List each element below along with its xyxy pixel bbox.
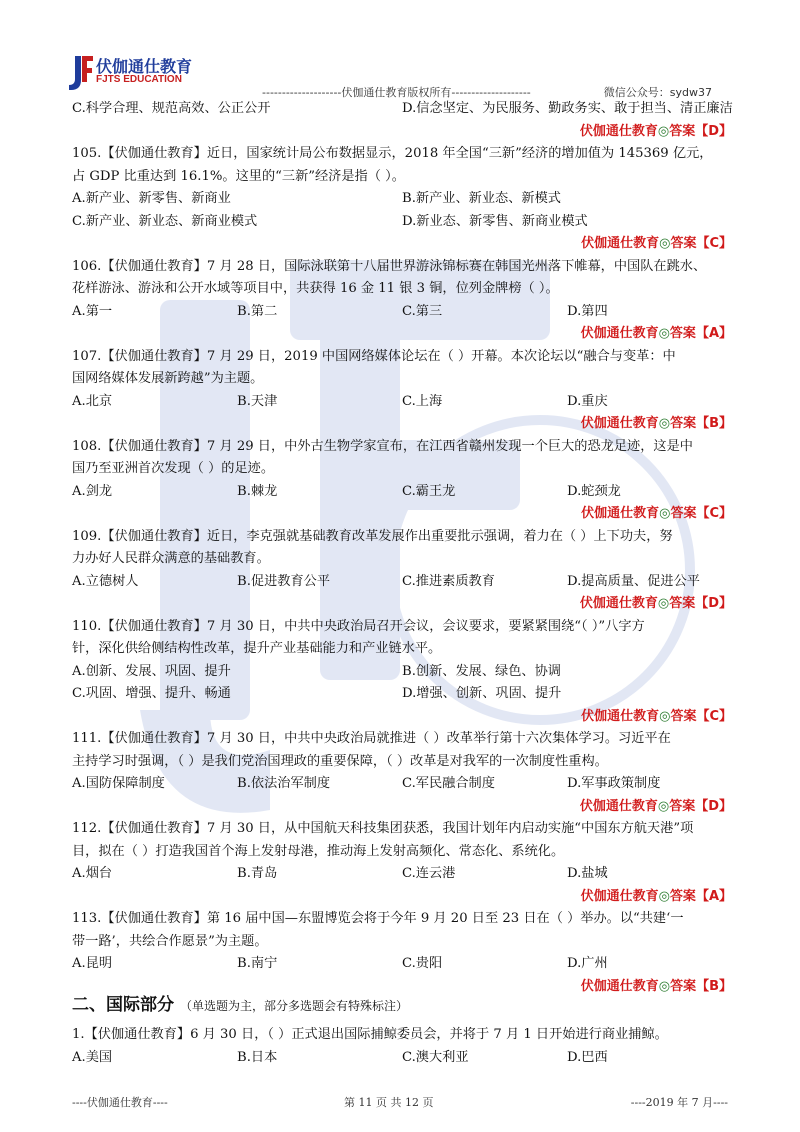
answer-mark-icon: ◎: [659, 708, 671, 724]
option: C.澳大利亚: [402, 1049, 469, 1065]
question-113: [72, 908, 732, 998]
question-text: 国网络媒体发展新跨越”为主题。: [72, 371, 264, 386]
answer-word: 答案: [669, 888, 696, 904]
answer-mark-icon: ◎: [658, 416, 671, 431]
option: C.推进素质教育: [402, 573, 495, 589]
answer-mark-icon: ◎: [657, 798, 670, 814]
wechat-id: 微信公众号：sydw37: [603, 86, 712, 99]
question-110: [72, 616, 732, 729]
answer-line: [72, 413, 732, 436]
option: D.盐城: [567, 866, 608, 881]
answer-key: 【C】: [696, 506, 732, 521]
question-text: 107.【伏伽通仕教育】7 月 29 日，2019 中国网络媒体论坛在（ ）开幕。本次论坛以“融合与变革：中: [72, 348, 676, 364]
question-text: 力办好人民群众满意的基础教育。: [72, 551, 270, 566]
answer-brand: 伏伽通仕教育: [580, 888, 659, 904]
question-text: 108.【伏伽通仕教育】7 月 29 日，中外古生物学家宣布，在江西省赣州发现一个巨大的恐龙足迹，这是中: [72, 438, 693, 454]
answer-brand: 伏伽通仕教育: [579, 123, 658, 139]
option: B.新产业、新业态、新模式: [402, 191, 561, 206]
option: A.剑龙: [72, 483, 113, 499]
option: B.第二: [237, 303, 278, 319]
option: C.第三: [402, 303, 443, 319]
answer-brand: 伏伽通仕教育: [580, 978, 659, 994]
international-question-1: [72, 1024, 732, 1069]
question-text: 主持学习时强调，（ ）是我们党治国理政的重要保障，（ ）改革是对我军的一次制度性重构。: [72, 753, 608, 769]
answer-brand: 伏伽通仕教育: [580, 416, 659, 431]
option: B.促进教育公平: [237, 573, 331, 589]
answer-key: 【A】: [695, 888, 732, 904]
option: A.新产业、新零售、新商业: [72, 191, 231, 206]
option: A.立德树人: [72, 573, 139, 589]
answer-word: 答案: [670, 416, 697, 431]
answer-line: [72, 706, 732, 729]
question-text: 110.【伏伽通仕教育】7 月 30 日，中共中央政治局召开会议，会议要求，要紧紧围绕“（ ）”八字方: [72, 618, 645, 634]
option: A.北京: [72, 393, 113, 409]
answer-line: [72, 323, 732, 346]
answer-key: 【D】: [695, 123, 732, 139]
answer-word: 答案: [670, 506, 697, 521]
option: C.科学合理、规范高效、公正公开: [72, 101, 271, 116]
answer-line: [72, 233, 732, 256]
option: A.创新、发展、巩固、提升: [72, 663, 231, 679]
question-text: 1.【伏伽通仕教育】6 月 30 日，（ ）正式退出国际捕鲸委员会，并将于 7 月 1 日开始进行商业捕鲸。: [72, 1027, 668, 1042]
option: B.天津: [237, 393, 278, 409]
answer-word: 答案: [670, 236, 697, 251]
option-row: [72, 683, 732, 706]
question-text: 国乃至亚洲首次发现（ ）的足迹。: [72, 461, 275, 476]
answer-key: 【A】: [695, 326, 732, 341]
option: D.信念坚定、为民服务、勤政务实、敢于担当、清正廉洁: [402, 101, 733, 116]
footer-brand: ----伏伽通仕教育----: [72, 1096, 168, 1109]
question-text: 105.【伏伽通仕教育】近日，国家统计局公布数据显示，2018 年全国“三新”经济的增加值为 145369 亿元，: [72, 146, 713, 161]
question-list: [72, 98, 732, 998]
answer-key: 【C】: [696, 708, 732, 724]
option-row: [72, 953, 732, 976]
answer-mark-icon: ◎: [658, 326, 670, 341]
answer-line: [72, 886, 732, 909]
brand-logo: [66, 52, 216, 92]
option: D.提高质量、促进公平: [567, 573, 700, 589]
question-106: [72, 256, 732, 346]
answer-mark-icon: ◎: [658, 888, 670, 904]
option: B.南宁: [237, 956, 278, 971]
question-text: 占 GDP 比重达到 16.1%。这里的“三新”经济是指（ ）。: [72, 168, 405, 184]
option: C.连云港: [402, 866, 456, 881]
option: C.巩固、增强、提升、畅通: [72, 686, 231, 701]
question-text: 针，深化供给侧结构性改革，提升产业基础能力和产业链水平。: [72, 641, 442, 656]
option: B.创新、发展、绿色、协调: [402, 663, 561, 679]
answer-word: 答案: [669, 596, 696, 611]
answer-line: [72, 121, 732, 144]
answer-word: 答案: [669, 798, 696, 814]
option: C.新产业、新业态、新商业模式: [72, 213, 258, 229]
answer-brand: 伏伽通仕教育: [580, 326, 659, 341]
option-row: [72, 863, 732, 886]
option: D.新业态、新零售、新商业模式: [402, 213, 588, 229]
question-text: 带一路’，共绘合作愿景”为主题。: [72, 933, 268, 949]
answer-mark-icon: ◎: [659, 506, 671, 521]
answer-word: 答案: [669, 326, 696, 341]
option: C.霸王龙: [402, 483, 456, 499]
answer-mark-icon: ◎: [657, 123, 670, 139]
answer-mark-icon: ◎: [658, 978, 671, 994]
option: B.青岛: [237, 866, 278, 881]
option-row: [72, 391, 732, 414]
answer-brand: 伏伽通仕教育: [581, 236, 660, 251]
option-row: [72, 1047, 732, 1070]
question-text: 111.【伏伽通仕教育】7 月 30 日，中共中央政治局就推进（ ）改革举行第十六次集体学习。习近平在: [72, 731, 671, 746]
answer-key: 【B】: [696, 978, 732, 994]
answer-mark-icon: ◎: [657, 596, 670, 611]
option: D.军事政策制度: [567, 776, 661, 791]
question-text: 109.【伏伽通仕教育】近日，李克强就基础教育改革发展作出重要批示强调，着力在（ ）上下功夫，努: [72, 528, 673, 544]
brand-name: 伏伽通仕教育: [96, 57, 193, 76]
answer-line: [72, 796, 732, 819]
option: A.烟台: [72, 866, 113, 881]
option-row: [72, 481, 732, 504]
question-text: 113.【伏伽通仕教育】第 16 届中国—东盟博览会将于今年 9 月 20 日至 23 日在（ ）举办。以“共建‘一: [72, 911, 684, 926]
answer-line: [72, 503, 732, 526]
option: C.军民融合制度: [402, 776, 495, 791]
answer-word: 答案: [669, 123, 696, 139]
answer-word: 答案: [670, 708, 697, 724]
question-112: [72, 818, 732, 908]
copyright-line: --------------------伏伽通仕教育版权所有--------------------: [262, 86, 531, 99]
answer-line: [72, 593, 732, 616]
option: D.第四: [567, 303, 608, 319]
option: D.广州: [567, 956, 608, 971]
question-107: [72, 346, 732, 436]
page-number: 第 11 页 共 12 页: [344, 1096, 434, 1109]
option: A.昆明: [72, 956, 113, 971]
option: A.第一: [72, 303, 113, 319]
answer-brand: 伏伽通仕教育: [581, 506, 660, 521]
answer-brand: 伏伽通仕教育: [579, 596, 658, 611]
question-text: 112.【伏伽通仕教育】7 月 30 日，从中国航天科技集团获悉，我国计划年内启动实施“中国东方航天港”项: [72, 821, 694, 836]
option: D.蛇颈龙: [567, 483, 621, 499]
brand-name-en: FJTS EDUCATION: [96, 74, 182, 85]
answer-brand: 伏伽通仕教育: [579, 798, 658, 814]
option: C.上海: [402, 393, 443, 409]
answer-brand: 伏伽通仕教育: [581, 708, 660, 724]
option: A.国防保障制度: [72, 776, 165, 791]
option: B.日本: [237, 1049, 278, 1065]
answer-key: 【C】: [696, 236, 732, 251]
answer-key: 【B】: [696, 416, 732, 431]
question-109: [72, 526, 732, 616]
question-text: 106.【伏伽通仕教育】7 月 28 日，国际泳联第十八届世界游泳锦标赛在韩国光州落下帷幕，中国队在跳水、: [72, 258, 707, 274]
option: A.美国: [72, 1049, 113, 1065]
answer-key: 【D】: [695, 798, 732, 814]
option: D.重庆: [567, 393, 608, 409]
question-111: [72, 728, 732, 818]
option: D.增强、创新、巩固、提升: [402, 686, 562, 701]
option-row: [72, 571, 732, 594]
question-108: [72, 436, 732, 526]
question-text: 目，拟在（ ）打造我国首个海上发射母港，推动海上发射高频化、常态化、系统化。: [72, 843, 565, 859]
option-row: [72, 661, 732, 684]
answer-key: 【D】: [695, 596, 732, 611]
section-note: （单选题为主，部分多选题会有特殊标注）: [180, 999, 409, 1013]
answer-mark-icon: ◎: [659, 236, 671, 251]
option-row: [72, 98, 732, 121]
answer-word: 答案: [670, 978, 697, 994]
section-heading: [72, 990, 408, 1015]
option-row: [72, 211, 732, 234]
footer-date: ----2019 年 7 月----: [630, 1096, 728, 1109]
fjts-logo-icon: [66, 52, 94, 92]
option: D.巴西: [567, 1049, 608, 1065]
question-105: [72, 143, 732, 256]
option-row: [72, 773, 732, 796]
option: C.贵阳: [402, 956, 443, 971]
option: B.棘龙: [237, 483, 278, 499]
option-row: [72, 188, 732, 211]
option: B.依法治军制度: [237, 776, 331, 791]
section-title: 二、国际部分: [72, 995, 174, 1015]
option-row: [72, 301, 732, 324]
question-text: 花样游泳、游泳和公开水域等项目中，共获得 16 金 11 银 3 铜，位列金牌榜（ ）。: [72, 281, 559, 296]
